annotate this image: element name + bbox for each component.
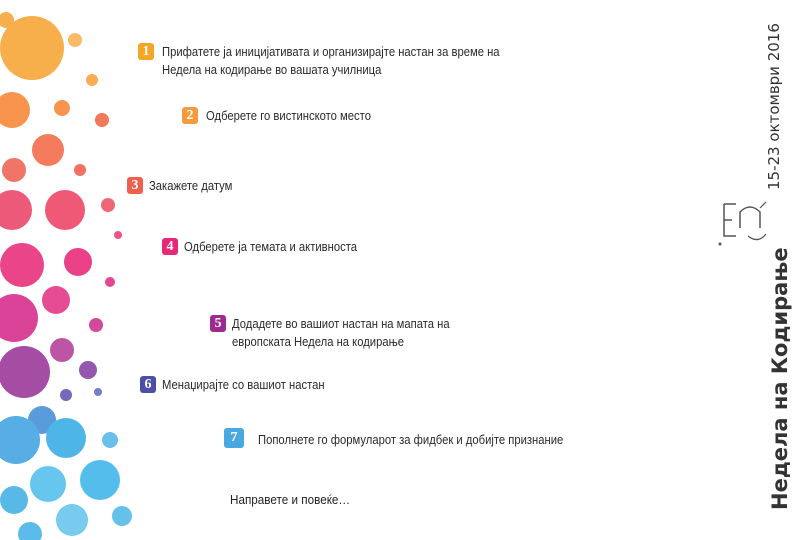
vertical-title: Недела на Кодирање bbox=[768, 247, 792, 510]
step-6-number: 6 bbox=[140, 376, 156, 393]
step-2-text: Одберете го вистинското место bbox=[206, 109, 371, 123]
step-5-number: 5 bbox=[210, 315, 226, 332]
step-2-number: 2 bbox=[182, 107, 198, 124]
step-1-text: Прифатете ја иницијативата и организирајте настан за време на Недела на кодирање во вашата училница bbox=[162, 45, 500, 77]
step-4 bbox=[162, 238, 376, 256]
step-4-text: Одберете ја темата и активноста bbox=[184, 240, 358, 254]
step-7-number: 7 bbox=[224, 428, 244, 448]
step-1-number: 1 bbox=[138, 43, 154, 60]
step-3 bbox=[127, 177, 242, 195]
step-5 bbox=[210, 315, 474, 351]
step-5-text: Додадете во вашиот настан на мапата на европската Недела на кодирање bbox=[232, 317, 450, 349]
step-1 bbox=[138, 43, 537, 79]
code-week-bug-icon bbox=[718, 198, 768, 246]
step-6 bbox=[140, 376, 343, 394]
step-7-text: Пополнете го формуларот за фидбек и добијте признание bbox=[258, 433, 564, 447]
step-4-number: 4 bbox=[162, 238, 178, 255]
decorative-bubbles bbox=[0, 0, 140, 540]
event-date: 15-23 октомври 2016 bbox=[765, 23, 783, 190]
closing-text: Направете и повеќе… bbox=[230, 492, 351, 507]
step-3-number: 3 bbox=[127, 177, 143, 194]
step-2 bbox=[182, 107, 389, 125]
step-7 bbox=[224, 428, 597, 449]
step-6-text: Менаџирајте со вашиот настан bbox=[162, 378, 325, 392]
step-3-text: Закажете датум bbox=[149, 179, 233, 193]
